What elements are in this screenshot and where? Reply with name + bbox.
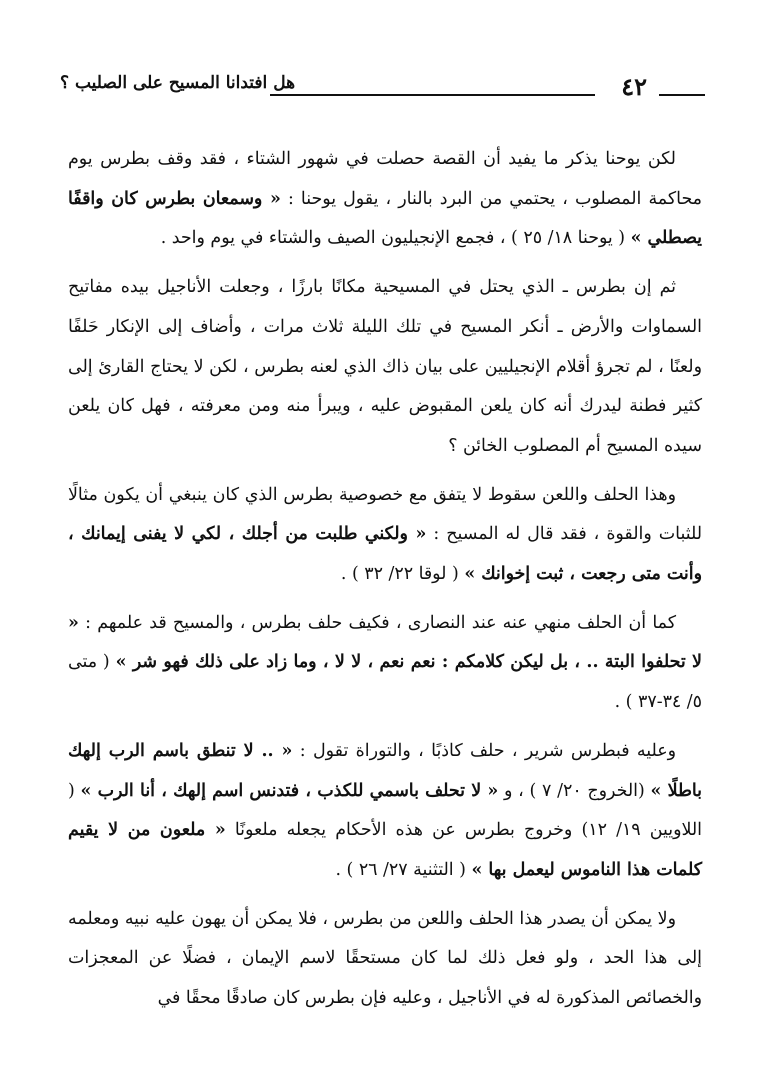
- paragraph-p5: [68, 732, 702, 891]
- text-run: ( التثنية ٢٧/ ٢٦ ) .: [335, 859, 472, 880]
- paragraph-p2: [68, 268, 702, 467]
- quoted-text: « ملعون من لا يقيم كلمات هذا الناموس ليعمل بها »: [68, 820, 702, 880]
- body-text: [68, 140, 702, 1028]
- quoted-text: « لا تحلفوا البتة .. ، بل ليكن كلامكم : نعم نعم ، لا لا ، وما زاد على ذلك فهو شر »: [68, 612, 702, 673]
- text-run: ( يوحنا ١٨/ ٢٥ ) ، فجمع الإنجيليون الصيف والشتاء في يوم واحد .: [160, 228, 631, 249]
- text-run: ( اللاويين ١٩/ ١٢) وخروج بطرس عن هذه الأحكام يجعله ملعونًا: [68, 780, 703, 841]
- paragraph-p1: [68, 140, 702, 259]
- text-run: لكن يوحنا يذكر ما يفيد أن القصة حصلت في شهور الشتاء ، فقد وقف بطرس يوم محاكمة المصلوب ، يحتمي من البرد بالنار ، يقول يوحنا :: [68, 149, 702, 209]
- text-run: وهذا الحلف واللعن سقوط لا يتفق مع خصوصية بطرس الذي كان ينبغي أن يكون مثالًا للثبات والقوة ، فقد قال له المسيح :: [68, 484, 702, 545]
- header-dash: [659, 94, 705, 96]
- page-header: [60, 70, 705, 104]
- quoted-text: « وسمعان بطرس كان واقفًا يصطلي »: [68, 188, 702, 249]
- text-run: ولا يمكن أن يصدر هذا الحلف واللعن من بطرس ، فلا يمكن أن يهون عليه نبيه ومعلمه إلى هذا الحد ، ولو فعل ذلك لما كان مستحقًا لاسم الإيمان ، فضلًا عن المعجزات والخصائص المذكورة له في الأناجيل ، وعليه فإن بطرس كان صادقًا محقًا في: [68, 908, 702, 1009]
- quoted-text: « .. لا تنطق باسم الرب إلهك باطلًا »: [68, 740, 702, 801]
- text-run: وعليه فبطرس شرير ، حلف كاذبًا ، والتوراة تقول :: [292, 740, 677, 761]
- quoted-text: « لا تحلف باسمي للكذب ، فتدنس اسم إلهك ، أنا الرب »: [80, 780, 499, 801]
- paragraph-p6: [68, 900, 702, 1019]
- paragraph-p3: [68, 476, 702, 595]
- running-title: هل افتدانا المسيح على الصليب ؟: [60, 73, 296, 93]
- text-run: ( متى ٥/ ٣٤-٣٧ ) .: [68, 652, 702, 713]
- paragraph-p4: [68, 604, 702, 723]
- quoted-text: « ولكني طلبت من أجلك ، لكي لا يفنى إيمانك ، وأنت متى رجعت ، ثبت إخوانك »: [68, 524, 702, 585]
- text-run: كما أن الحلف منهي عنه عند النصارى ، فكيف حلف بطرس ، والمسيح قد علمهم :: [78, 612, 676, 633]
- page-number: ٤٢: [621, 72, 647, 101]
- header-rule: [270, 94, 595, 96]
- text-run: ( لوقا ٢٢/ ٣٢ ) .: [340, 564, 465, 585]
- text-run: ثم إن بطرس ـ الذي يحتل في المسيحية مكانًا بارزًا ، وجعلت الأناجيل بيده مفاتيح السماوات والأرض ـ أنكر المسيح في تلك الليلة ثلاث مرات ، وأضاف إلى الإنكار حَلفًا ولعنًا ، لم تجرؤ أقلام الإنجيليين على بيان ذاك الذي لعنه بطرس ، لكن لا يحتاج القارئ إلى كثير فطنة ليدرك أنه كان يلعن المقبوض عليه ، ويبرأ منه ومن معرفته ، فهل كان يلعن سيده المسيح أم المصلوب الخائن ؟: [68, 277, 702, 456]
- text-run: (الخروج ٢٠/ ٧ ) ، و: [498, 780, 651, 801]
